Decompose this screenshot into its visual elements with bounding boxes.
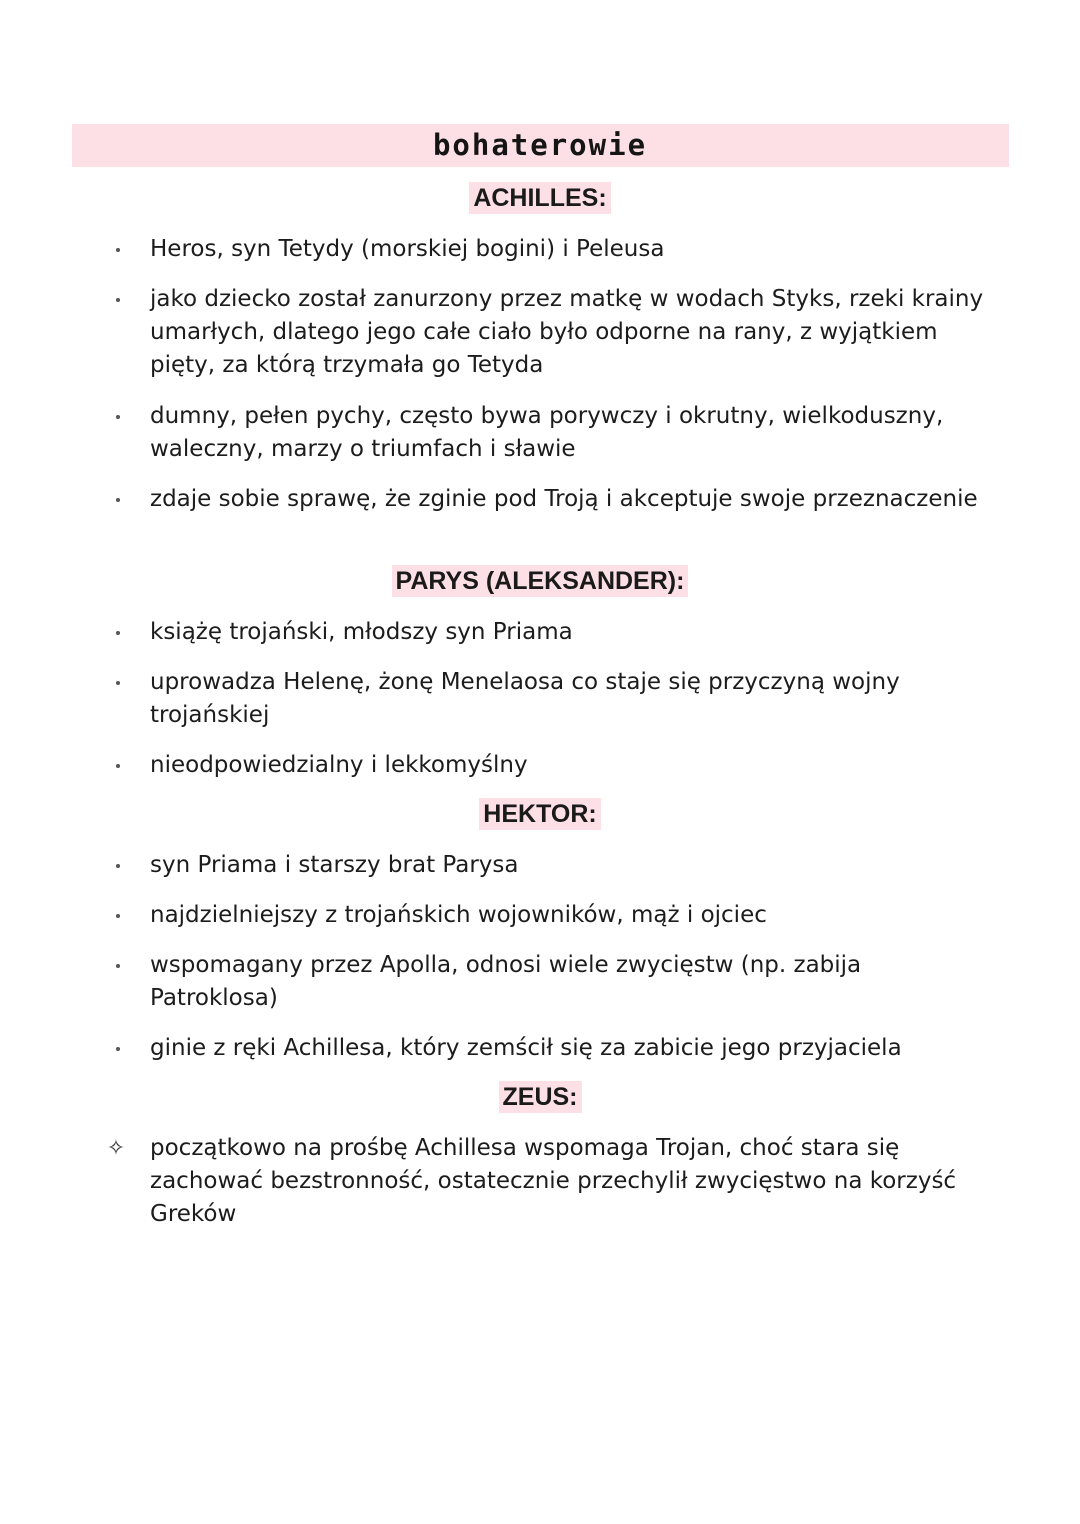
bullet-dot-icon bbox=[108, 849, 128, 882]
bullet-dot-icon bbox=[108, 949, 128, 982]
bullet-dot-icon bbox=[108, 400, 128, 433]
list-item-text: książę trojański, młodszy syn Priama bbox=[150, 619, 573, 645]
list-item-text: Heros, syn Tetydy (morskiej bogini) i Peleusa bbox=[150, 236, 665, 262]
list-item-text: początkowo na prośbę Achillesa wspomaga Trojan, choć stara się zachować bezstronność, ostatecznie przechylił zwycięstwo na korzyść Greków bbox=[150, 1135, 957, 1227]
section-heading-achilles bbox=[0, 182, 1080, 216]
section-heading-zeus bbox=[0, 1081, 1080, 1115]
list-item-text: wspomagany przez Apolla, odnosi wiele zwycięstw (np. zabija Patroklosa) bbox=[150, 952, 862, 1011]
section-heading-hektor bbox=[0, 798, 1080, 832]
section-heading-parys bbox=[0, 565, 1080, 599]
bullet-dot-icon bbox=[108, 616, 128, 649]
section-heading-label: ACHILLES: bbox=[469, 182, 610, 214]
list-item-text: ginie z ręki Achillesa, który zemścił się za zabicie jego przyjaciela bbox=[150, 1035, 902, 1061]
list-item-text: jako dziecko został zanurzony przez matkę w wodach Styks, rzeki krainy umarłych, dlatego jego całe ciało było odporne na rany, z wyjątkiem pięty, za którą trzymała go Tetyda bbox=[150, 286, 984, 378]
bullet-dot-icon bbox=[108, 233, 128, 266]
section-heading-label: PARYS (ALEKSANDER): bbox=[392, 565, 689, 597]
bullet-dot-icon bbox=[108, 899, 128, 932]
bullet-dot-icon bbox=[108, 666, 128, 699]
section-heading-label: ZEUS: bbox=[499, 1081, 582, 1113]
list-item-text: nieodpowiedzialny i lekkomyślny bbox=[150, 752, 528, 778]
page-title: bohaterowie bbox=[432, 128, 648, 162]
bullet-dot-icon bbox=[108, 483, 128, 516]
section-heading-label: HEKTOR: bbox=[479, 798, 600, 830]
list-item-text: syn Priama i starszy brat Parysa bbox=[150, 852, 519, 878]
list-item-text: najdzielniejszy z trojańskich wojowników, mąż i ojciec bbox=[150, 902, 767, 928]
bullet-dot-icon bbox=[108, 749, 128, 782]
bullet-dot-icon bbox=[108, 1032, 128, 1065]
list-item-text: dumny, pełen pychy, często bywa porywczy i okrutny, wielkoduszny, waleczny, marzy o triumfach i sławie bbox=[150, 403, 944, 462]
list-item-text: zdaje sobie sprawę, że zginie pod Troją i akceptuje swoje przeznaczenie bbox=[150, 486, 978, 512]
sparkle-star-icon: ✧ bbox=[106, 1136, 126, 1161]
bullet-dot-icon bbox=[108, 283, 128, 316]
list-item-text: uprowadza Helenę, żonę Menelaosa co staje się przyczyną wojny trojańskiej bbox=[150, 669, 900, 728]
